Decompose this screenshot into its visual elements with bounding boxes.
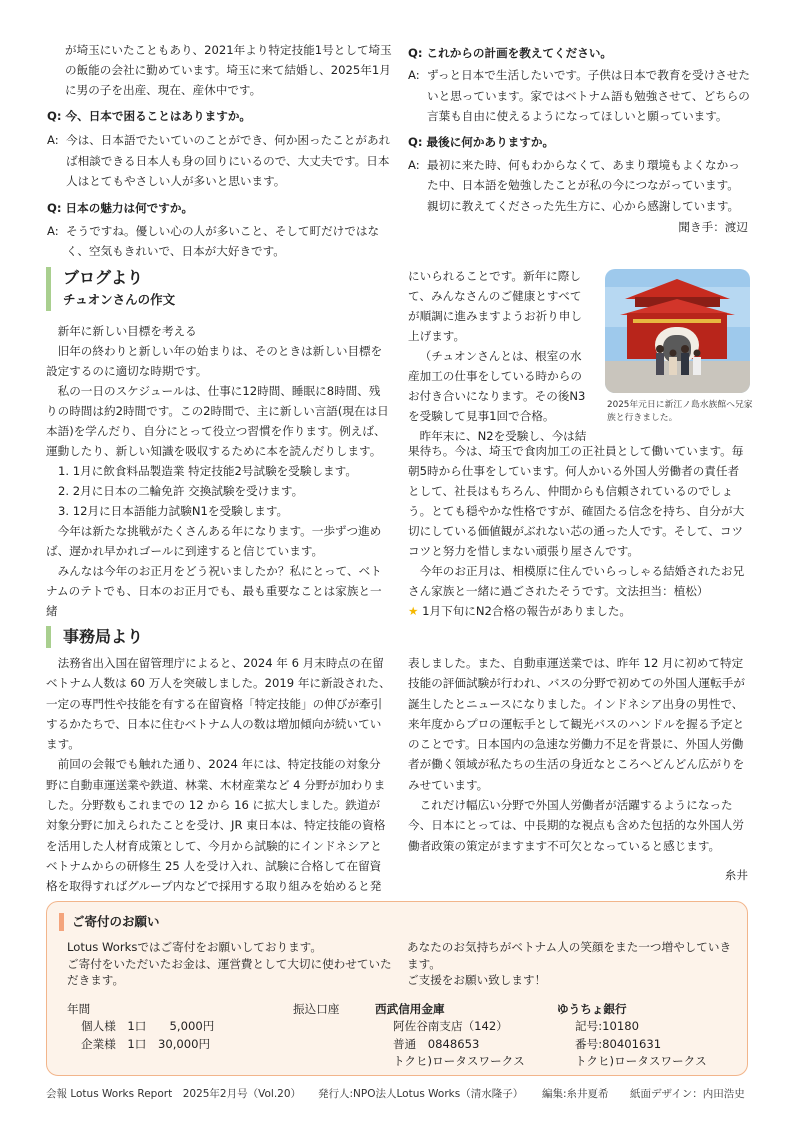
blog-para: 果待ち。今は、埼玉で食肉加工の正社員として働いています。毎朝5時から仕事をしています。何人かいる外国人労働者の責任者として、社長はもちろん、仲間からも信頼されているのでしょう。とても穏やかな性格ですが、確固たる信念を持ち、自分が大切にしている価値観がぶれない芯の通った人です。そして、コツコツと努力を惜しまない頑張り屋さんです。	[408, 444, 745, 558]
blog-para: 今年のお正月は、相模原に住んでいらっしゃる結婚されたお兄さん家族と一緒に過ごされたそうです。文法担当：植松）	[408, 564, 745, 598]
office-para: 前回の会報でも触れた通り、2024 年には、特定技能の対象分野に自動車運送業や鉄道、林業、木材産業など 4 分野が加わりました。分野数もこれまでの 12 から 16 に拡大しました。鉄道が対象分野に加えられたことを受け、JR 東日本は、特定技能の資格を活用した人材育成策として、今月から試験的にインドネシアとベトナムからの研修生 25 人を受け入れ、試験に合格して在留資格を取得すればグループ内などで採用する取り組みを始めると発	[46, 757, 386, 894]
intro-text	[65, 40, 395, 100]
photo-caption: 2025年元日に新江ノ島水族館へ兄家族と行きました。	[607, 400, 753, 423]
answer-label: A:	[47, 223, 59, 238]
answer	[408, 155, 750, 217]
blog-para: 旧年の終わりと新しい年の始まりは、そのときは新しい目標を設定するのに適切な時期です。	[46, 344, 383, 378]
bank1-holder: トクヒ)ロータスワークス	[393, 1054, 525, 1068]
blog-right-wide	[408, 441, 750, 621]
blog-subheading: チュオンさんの作文	[63, 292, 176, 307]
blog-para: にいられることです。新年に際して、みんなさんのご健康とすべてが順調に進みますようお祈り申し上げます。	[408, 269, 582, 343]
donation-right-text	[407, 939, 737, 989]
answer-text: ずっと日本で生活したいです。子供は日本で教育を受けさせたいと思っています。家ではベトナム語も勉強させて、どちらの言葉も自由に使えるようになってほしいと願っています。	[427, 68, 751, 123]
donation-box	[46, 901, 748, 1076]
blog-left	[46, 321, 391, 621]
blog-para: 私の一日のスケジュールは、仕事に12時間、睡眠に8時間、残りの時間は約2時間です。この2時間で、主に新しい言語(現在は日本語)を学んだり、自分にとって役立つ習慣を作ります。例えば、運動したり、新しい知識を吸収するために本を読んだりします。	[46, 384, 389, 458]
bank2-symbol: 記号:10180	[575, 1019, 639, 1033]
corporate-fee: 企業様 1口 30,000円	[81, 1037, 211, 1051]
blog-heading-text: ブログより	[63, 268, 144, 287]
blog-heading	[46, 267, 175, 311]
blog-para: 昨年末に、N2を受験し、今は結	[419, 429, 587, 443]
blog-para: 今年は新たな挑戦がたくさんある年になります。一歩ずつ進めば、遅かれ早かれゴールに到達すると信じています。	[46, 524, 382, 558]
individual-fee: 個人様 1口 5,000円	[81, 1019, 215, 1033]
star-note	[408, 601, 750, 621]
office-para: 法務省出入国在留管理庁によると、2024 年 6 月末時点の在留ベトナム人数は 60 万人を突破しました。2019 年に新設された、一定の専門性や技能を有する在留資格「特定技能」の伸びが牽引するかたちで、日本に住むベトナム人の数は増加傾向が続いています。	[46, 656, 391, 752]
interview-right	[408, 43, 750, 216]
transfer-label: 振込口座	[293, 1002, 340, 1016]
donation-left-text	[67, 939, 392, 989]
blog-right-narrow	[408, 266, 593, 446]
answer-label: A:	[408, 68, 420, 82]
donation-line: あなたのお気持ちがベトナム人の笑顔をまた一つ増やしていきます。	[407, 940, 732, 971]
blog-list-item: 3. 12月に日本語能力試験N1を受験します。	[58, 504, 289, 518]
answer	[47, 130, 392, 192]
office-heading: 事務局より	[46, 626, 143, 648]
blog-title-line: 新年に新しい目標を考える	[57, 324, 197, 338]
answer	[47, 221, 392, 262]
office-signature: 糸井	[724, 868, 748, 882]
answer-label: A:	[408, 157, 420, 172]
annual-label: 年間	[67, 1002, 91, 1016]
answer-text: 今は、日本語でたいていのことができ、何か困ったことがあれば相談できる日本人も身の回りにいるので、大丈夫です。日本人はとてもやさしい人が多いと思います。	[66, 133, 391, 188]
answer	[408, 65, 750, 127]
family-photo	[605, 269, 750, 393]
bank1-name: 西武信用金庫	[375, 1002, 445, 1016]
office-para: 表しました。また、自動車運送業では、昨年 12 月に初めて特定技能の評価試験が行われ、バスの分野で初めての外国人運転手が誕生したとニュースになりました。インドネシア出身の男性で、来年度からプロの運転手として観光バスのハンドルを握る予定とのことです。日本国内の急速な労働力不足を背景に、外国人労働者が働く領域が私たちの生活の身近なところへどんどん広がりをみせています。	[408, 656, 745, 792]
star-icon: ★	[408, 604, 419, 618]
bank1-account: 普通 0848653	[393, 1037, 480, 1051]
star-note-text: 1月下旬にN2合格の報告がありました。	[422, 604, 632, 618]
blog-list-item: 2. 2月に日本の二輪免許 交換試験を受けます。	[58, 484, 304, 498]
office-left	[46, 653, 391, 897]
question: Q: 今、日本で困ることはありますか。	[47, 109, 252, 123]
interview-left	[47, 106, 392, 262]
donation-line: ご寄付をいただいたお金は、運営費として大切に使わせていただきます。	[67, 956, 392, 987]
bank2-holder: トクヒ)ロータスワークス	[575, 1054, 707, 1068]
donation-line: ご支援をお願い致します！	[407, 973, 547, 987]
answer-label: A:	[47, 133, 59, 147]
answer-text: そうですね。優しい心の人が多いこと、そして町だけではなく、空気もきれいで、日本が大好きです。	[66, 223, 380, 258]
bank2-name: ゆうちょ銀行	[557, 1002, 627, 1016]
question: Q: 日本の魅力は何ですか。	[47, 200, 194, 215]
interviewer: 聞き手：渡辺	[678, 220, 748, 234]
donation-title: ご寄付のお願い	[59, 913, 160, 931]
footer-design: 紙面デザイン：内田浩史	[630, 1088, 745, 1100]
answer-text: 最初に来た時、何もわからなくて、あまり環境もよくなかった中、日本語を勉強したことが私の今につながっています。親切に教えてくださった先生方に、心から感謝しています。	[427, 157, 740, 213]
question: Q: 最後に何かありますか。	[408, 134, 555, 149]
footer-publisher: 発行人:NPO法人Lotus Works（清水隆子）	[318, 1088, 524, 1100]
office-para: これだけ幅広い分野で外国人労働者が活躍するようになった今、日本にとっては、中長期的な視点も含めた包括的な外国人労働者政策の策定がますます不可欠となっていると感じます。	[408, 798, 744, 853]
intro-line: に男の子を出産、現在、産休中です。	[65, 83, 262, 97]
footer-editor: 編集:糸井夏希	[542, 1088, 609, 1100]
intro-line: が埼玉にいたこともあり、2021年より特定技能1号として埼玉	[65, 43, 392, 57]
office-right	[408, 653, 750, 856]
intro-line: の飯能の会社に勤めています。埼玉に来て結婚し、2025年1月	[65, 63, 391, 77]
footer-report: 会報 Lotus Works Report 2025年2月号（Vol.20）	[46, 1088, 302, 1100]
question: Q: これからの計画を教えてください。	[408, 46, 613, 60]
blog-para: みんなは今年のお正月をどう祝いましたか？私にとって、ベトナムのテトでも、日本のお正月でも、最も重要なことは家族と一緒	[46, 564, 382, 618]
bank2-number: 番号:80401631	[575, 1037, 662, 1051]
bank1-branch: 阿佐谷南支店（142）	[393, 1019, 508, 1033]
photo-illustration	[605, 269, 750, 393]
blog-list-item: 1. 1月に飲食料品製造業 特定技能2号試験を受験します。	[58, 464, 357, 478]
blog-para: （チュオンさんとは、根室の水産加工の仕事をしている時からのお付き合いになります。その後N3を受験して見事1回で合格。	[408, 349, 586, 423]
donation-line: Lotus Worksではご寄付をお願いしております。	[67, 940, 322, 954]
